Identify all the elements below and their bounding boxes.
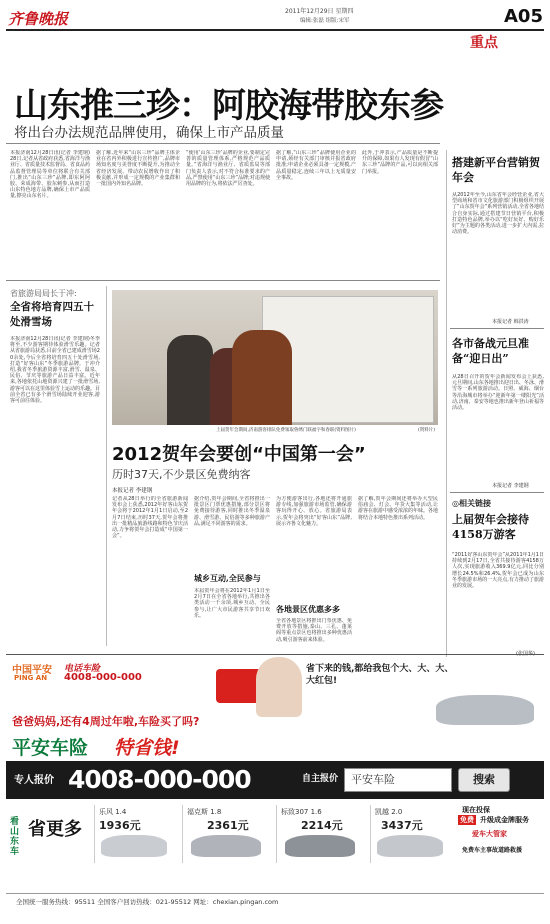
offer-title: 现在投保 [462, 806, 490, 814]
date-line: 2011年12月29日 星期四 [285, 8, 354, 15]
car-price: 3437元 [381, 819, 423, 832]
ad-car-top-photo [436, 687, 536, 729]
photo-credit: (资料片) [418, 428, 436, 433]
car-image-3 [285, 835, 355, 857]
ski-divider [106, 286, 107, 646]
editors-line: 编辑:张磊 组版:宋军 [300, 18, 350, 24]
ad-block [6, 657, 544, 909]
car-model-label: 凯越 2.0 [375, 808, 403, 816]
price-cell-4[interactable] [370, 805, 451, 863]
page-number: A05 [504, 6, 543, 27]
car-model-label: 乐风 1.4 [99, 808, 127, 816]
child-photo [256, 657, 302, 717]
sidebar-top-headline: 搭建新平台营销贺年会 [452, 156, 540, 184]
sidebar-rule-2 [450, 492, 544, 493]
sidebar-top-body: 从2012年至今,山东省年会经营企业,省大型商场和省市文化旅游部门积极组织开展了“山东贺年会”系列营销活动,全省各地结合自身实际,通过搭建节日营销平台,积极打造特色品牌,举办以“吃好玩好、购好乐好”为主题的各类活动,进一步扩大内需,拉动消费。 [452, 192, 544, 236]
feature-subhead: 历时37天,不少景区免费纳客 [112, 468, 251, 481]
offer-line: 升级成金牌服务 [480, 816, 529, 824]
car-image-1 [101, 835, 167, 857]
lead-bottom-rule [6, 280, 440, 281]
more-label-a: 看山东车 [10, 817, 20, 857]
lead-body-col4: 据了解,“山东三珍”品牌使用企业的申请,须经有关部门审核并报省政府批准;申请企业必须具备一定规模,产品质量稳定,连续三年以上无质量安全事故。 [276, 150, 356, 181]
photo-person-right [232, 330, 292, 425]
lead-body-col2: 据了解,近年来“山东三珍”品牌主体企业在省内外积极进行宣传推广,品牌市场知名度与美誉度不断提升,为推动全省经济发展、带动农民增收作出了积极贡献,并形成一定规模的产业集群和一批国内外知名品牌。 [96, 150, 180, 188]
ski-body: 本报济南12月28日讯(记者 李建钢)冬季将至,不少游客期待体验滑雪乐趣。记者从省旅游局获悉,目前全省已建成滑雪场20余处,今后全省将培育四五十处滑雪场,打造“好客山东”冬季旅游品牌。于冲介绍,我省冬季旅游资源丰富,滑雪、温泉、民俗、节庆等旅游产品日益丰富。近年来,各地依托山地资源兴建了一批滑雪场,游客可以在这里体验雪上运动的乐趣。目前全省已有多个滑雪场陆续开业迎客,游客可前往体验。 [10, 336, 100, 405]
sidebar-bottom-kicker: ◎相关链接 [452, 499, 491, 508]
car-price: 2214元 [301, 819, 343, 832]
sidebar-bottom-headline: 上届贺年会接待4158万游客 [452, 513, 529, 541]
sidebar-bottom-body: “2011好客山东贺年会”从2011年1月1日持续到2月17日,全省共接待游客4158万人次,实现旅游收入369.9亿元,同比分别增长24.5%和26.4%,贺年会已成为山东冬季旅游市场的一大亮点,有力推动了旅游业的发展。 [452, 552, 544, 590]
ad-tagline-b: 特省钱! [114, 737, 180, 759]
sidebar-mid-byline: 本报记者 李建钢 [492, 483, 529, 489]
lead-body-col5: 此外,于冲表示,产品质量是不断提升的保障,如果有人发现有假冒“山东三珍”品牌的产品,可以向相关部门举报。 [362, 150, 438, 175]
hotline-number: 4008-000-000 [64, 672, 142, 683]
sidebar-rule-1 [450, 328, 544, 329]
car-image-4 [377, 835, 443, 857]
price-cell-3[interactable] [276, 805, 365, 863]
search-input[interactable]: 平安车险 [344, 768, 452, 792]
car-price: 2361元 [207, 819, 249, 832]
lead-body-col3: “使用‘山东三珍’品牌的企业,要制定完善的质量管理体系,严格规范产品质量。”省海洋与渔业厅、省质监局等部门负责人表示,对不符合标准要求的产品,严禁使用“山东三珍”品牌;对违规使用品牌的行为,将依法严厉查处。 [186, 150, 270, 188]
section-label: 重点 [470, 35, 498, 51]
service-b: 免费车主事故道路救援 [462, 847, 523, 854]
offer-badge: 免费 [460, 816, 474, 824]
ad-slogan-top: 省下来的钱,都给我包个大、大、大、大红包! [306, 664, 454, 686]
sidebar-mid-headline: 各市备战元旦准备“迎日出” [452, 337, 529, 365]
phone-bar [6, 761, 544, 799]
photo-person-left [167, 335, 213, 425]
ad-footer: 全国统一服务热线：95511 全国客户回访热线：021-95512 网址：chexian.pingan.com [16, 898, 279, 906]
lead-rule [6, 143, 440, 144]
pingan-logo-en: PING AN [14, 674, 48, 682]
ad-top-rule [6, 654, 544, 655]
feature-byline: 本报记者 李建钢 [112, 488, 153, 494]
photo-caption: 上届贺年会期间,济南游客排队免费领取鲁绣门联福字和春联(资料图片) [216, 428, 356, 433]
feature-col3b: 全省各地景区将推出门票优惠、免费开放等措施,泰山、三孔、蓬莱阁等重点景区也将推出多种优惠活动,吸引游客前来体验。 [276, 618, 352, 643]
feature-col4: 据了解,贺年会期间还将举办大型民俗庙会、灯会、年货大集等活动,让游客在旅游中感受浓浓的年味。各地将结合本地特色推出系列活动。 [358, 496, 438, 521]
feature-subhead2: 城乡互动,全民参与 [194, 573, 261, 583]
car-price: 1936元 [99, 819, 141, 832]
pingan-logo: 中国平安 [12, 665, 52, 676]
price-row [6, 805, 544, 867]
masthead-rule [6, 29, 544, 31]
self-quote-label: 自主报价 [302, 774, 339, 784]
lead-subhead: 将出台办法规范品牌使用，确保上市产品质量 [14, 125, 284, 141]
news-photo [112, 290, 438, 425]
car-model-label: 标致307 1.6 [281, 808, 322, 816]
feature-subhead3: 各地景区优惠多多 [276, 604, 340, 614]
lead-body-col1: 本报济南12月28日讯(记者 李建钢)28日,记者从省政府获悉,省海洋与渔业厅、省质量技术监督局、省食品药品监督管理局等单位将联合有关部门,推出“山东三珍”品牌,即东阿阿胶、荣成海带、胶东刺参,从而打造山东特色地方品牌,确保上市产品质量,擦亮山东名片。 [10, 150, 90, 200]
ski-kicker: 省旅游局局长于冲: [10, 289, 77, 298]
sidebar-mid-body: 从28日召开的贺年会新闻发布会上获悉,元旦期间,山东各地推出迎日出、冬泳、滑雪等一系列旅游活动。日照、威海、烟台等沿海城市将举办“迎新年第一缕阳光”活动,济南、泰安等地也推出新年登山祈福等活动。 [452, 374, 544, 412]
feature-col3: 为方便游客出行,各地还将开通旅游专线,加强旅游市场监管,确保游客玩得开心、放心。省旅游局表示,贺年会将突出“好客山东”品牌,展示齐鲁文化魅力。 [276, 496, 352, 527]
ad-tagline-a: 平安车险 [12, 737, 89, 759]
feature-col1: 记者从28日举行的全省旅游新闻发布会上获悉,2012年好客山东贺年会将于2012年1月1日启动,至2月7日结束,历时37天,贺年会将推出一批精品旅游线路和特色节庆活动,力争将贺年会打造成“中国第一会”。 [112, 496, 188, 540]
ad-footer-rule [6, 893, 544, 894]
service-a: 爱车大管家 [472, 830, 507, 838]
ad-question: 爸爸妈妈,还有4周过年啦,车险买了吗? [12, 715, 200, 728]
car-body-silver [436, 695, 534, 725]
price-cell-2[interactable] [182, 805, 271, 863]
price-cell-1[interactable] [94, 805, 177, 863]
sidebar-top-byline: 本报记者 韩洪涛 [492, 319, 529, 325]
more-label-b: 省更多 [28, 819, 82, 840]
quote-badge: 专人报价 [14, 775, 54, 786]
car-model-label: 福克斯 1.8 [187, 808, 222, 816]
feature-col2b: 本届贺年会将在2012年1月1日至2月7日在全省各地举行,共推出各类活动一千余项,城乡互动、全民参与,让广大市民游客共享节日欢乐。 [194, 588, 270, 619]
feature-col2: 据介绍,贺年会期间,全省将推出一批景区门票优惠措施,部分景区将免费接待游客,同时推出冬季温泉游、滑雪游、民俗游等多种旅游产品,满足不同游客的需求。 [194, 496, 270, 527]
hotline-label: 电话车险 [64, 664, 101, 674]
newspaper-logo: 齐鲁晚报 [8, 10, 69, 28]
lead-headline: 山东推三珍：阿胶海带胶东参 [14, 86, 443, 126]
phone-number: 4008-000-000 [68, 765, 251, 794]
search-button[interactable]: 搜索 [458, 768, 510, 792]
car-image-2 [191, 835, 261, 857]
ski-headline: 全省将培育四五十处滑雪场 [10, 301, 94, 328]
feature-headline: 2012贺年会要创“中国第一会” [112, 444, 366, 465]
